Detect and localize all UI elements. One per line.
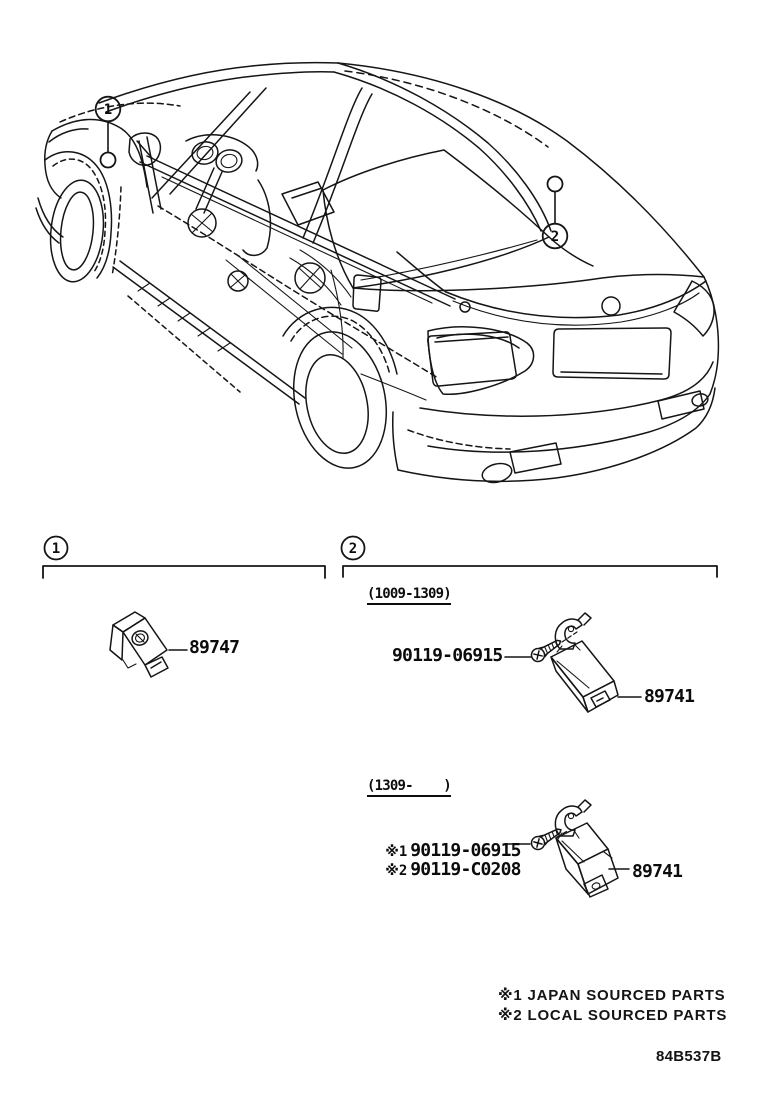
license-plate-recess [553,328,671,379]
callout-1-target-marker [101,153,116,168]
door-speaker-mid [228,271,248,291]
quarter-crease [361,374,426,400]
car-rear-three-quarter-wireframe [36,63,718,486]
mounting-bracket-late [555,800,591,839]
rear-door-handle [353,275,381,311]
japan-sourced-mark: ※1 [385,844,408,860]
part-89741-late-drawing [508,800,629,897]
sill-hidden-line [128,296,240,392]
front-fender-line [52,119,147,187]
callout-2-number: 2 [550,229,560,245]
section-1-bracket [43,566,325,578]
part-number-89747: 89747 [189,637,240,658]
part-89741-early-drawing [505,613,641,712]
part-89747-drawing [110,612,187,677]
screw-row-2 [366,845,521,879]
bumper-bottom [398,388,715,481]
callout-2-target-marker [548,177,563,192]
module-side-face [110,625,123,660]
windshield-header-inner [106,72,334,112]
gauge-inner-right [220,153,239,169]
section-1-header [43,537,325,579]
footnote-japan-sourced: ※1 JAPAN SOURCED PARTS [498,987,726,1004]
receiver-module-late [556,823,618,897]
part-number-89741-late: 89741 [632,861,683,882]
side-mirror [129,133,160,165]
module-connector-slot [136,634,144,642]
local-sourced-mark: ※2 [385,863,408,879]
roof-rail-left [338,63,551,231]
section-2-number: 2 [348,541,358,557]
belt-line-1 [140,162,450,306]
part-number-89741-early: 89741 [644,686,695,707]
wire-harness [158,206,438,378]
front-corner-line [45,131,61,198]
module-foot [123,660,136,668]
taillight-left [428,327,534,394]
section-1-number: 1 [51,541,61,557]
bumper-right-edge [704,277,718,394]
rear-wheel-arch [283,307,397,374]
floor-lines [226,254,352,354]
receiver-module-early [551,641,618,712]
rocker-line [113,261,305,404]
bumper-lower-seam [428,394,710,452]
front-wheel-arch [45,152,112,278]
roof-rail-right-inner [345,71,548,147]
section-2-header [342,537,718,578]
date-range-late: (1309- ) [367,779,451,797]
callout-1-number: 1 [103,102,113,118]
part-number-screw-late-2: 90119-C0208 [410,859,521,880]
front-rim [57,191,97,272]
a-pillar-base [139,137,161,213]
drawing-code: 84B537B [656,1048,722,1065]
deck-edge [353,275,704,291]
windshield-header [99,63,338,103]
front-seat [243,180,270,255]
footnote-local-sourced: ※2 LOCAL SOURCED PARTS [498,1007,728,1024]
front-door-shutline [112,187,121,276]
module-stub [145,657,168,677]
trunk-gap-lower [453,293,699,325]
front-bumper-arcs [36,198,63,243]
door-speaker-rear [295,263,325,293]
bumper-hidden-line [408,430,510,449]
callout-1 [96,97,121,168]
bumper-left-edge [393,412,398,470]
date-range-early: (1009-1309) [367,587,451,605]
part-number-screw-early: 90119-06915 [392,645,503,666]
headlamp-line [49,129,88,142]
rear-glass-inner [361,240,537,280]
section-2-bracket [343,566,717,577]
rear-seat-lines [290,250,351,305]
part-number-screw-late-1: 90119-06915 [410,840,521,861]
trunk-emblem [602,297,620,315]
